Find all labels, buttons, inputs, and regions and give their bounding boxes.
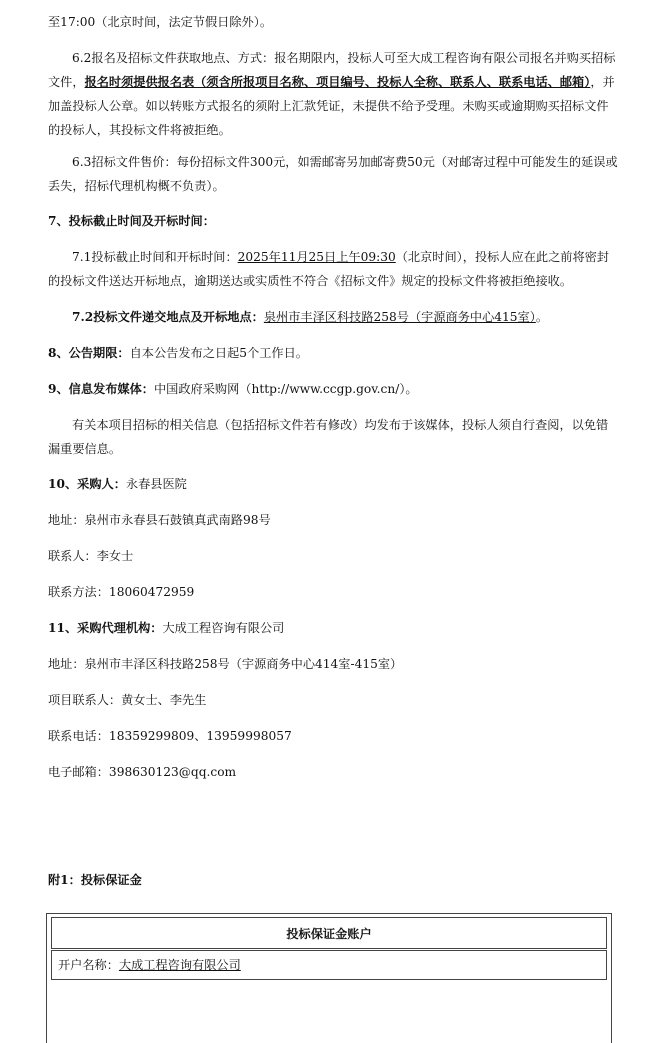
deposit-table-title: 投标保证金账户: [51, 917, 607, 949]
section-9-note: 有关本项目招标的相关信息（包括招标文件若有修改）均发布于该媒体，投标人须自行查阅，以免错漏重要信息。: [48, 418, 609, 456]
section-7-2: 7.2投标文件递交地点及开标地点：泉州市丰泽区科技路258号（宇源商务中心415室）。: [72, 310, 549, 324]
buyer-phone: 联系方法：18060472959: [48, 585, 195, 599]
agent-email: 电子邮箱：398630123@qq.com: [48, 765, 237, 779]
section-9: 9、信息发布媒体：中国政府采购网（http://www.ccgp.gov.cn/）。: [48, 382, 418, 396]
heading-section-7: 7、投标截止时间及开标时间：: [48, 214, 215, 228]
buyer-contact: 联系人：李女士: [48, 549, 134, 563]
section-6-3: 6.3招标文件售价：每份招标文件300元，如需邮寄另加邮寄费50元（对邮寄过程中可能发生的延误或丢失，招标代理机构概不负责）。: [48, 155, 618, 193]
buyer-address: 地址：泉州市永春县石鼓镇真武南路98号: [48, 513, 271, 527]
section-10: 10、采购人：永春县医院: [48, 477, 187, 491]
text-line: 至17:00（北京时间，法定节假日除外）。: [48, 15, 273, 29]
section-8: 8、公告期限：自本公告发布之日起5个工作日。: [48, 346, 308, 360]
section-6-2: 6.2报名及招标文件获取地点、方式：报名期限内，投标人可至大成工程咨询有限公司报名并购买招标文件，报名时须提供报名表（须含所报项目名称、项目编号、投标人全称、联系人、联系电话、邮箱），并加盖投标人公章。如以转账方式报名的须附上汇款凭证，未提供不给予受理。未购买或逾期购买招标文件的投标人，其投标文件将被拒绝。: [48, 51, 616, 137]
section-11: 11、采购代理机构：大成工程咨询有限公司: [48, 621, 285, 635]
agent-phone: 联系电话：18359299809、13959998057: [48, 729, 292, 743]
agent-address: 地址：泉州市丰泽区科技路258号（宇源商务中心414室-415室）: [48, 657, 403, 671]
agent-contact: 项目联系人：黄女士、李先生: [48, 693, 207, 707]
deposit-account-row: 开户名称：大成工程咨询有限公司: [51, 950, 607, 980]
appendix-heading: 附1：投标保证金: [48, 873, 142, 887]
section-7-1: 7.1投标截止时间和开标时间：2025年11月25日上午09:30（北京时间），投标人应在此之前将密封的投标文件送达开标地点，逾期送达或实质性不符合《招标文件》规定的投标文件将被拒绝接收。: [48, 250, 610, 288]
deposit-table: [46, 913, 612, 1043]
